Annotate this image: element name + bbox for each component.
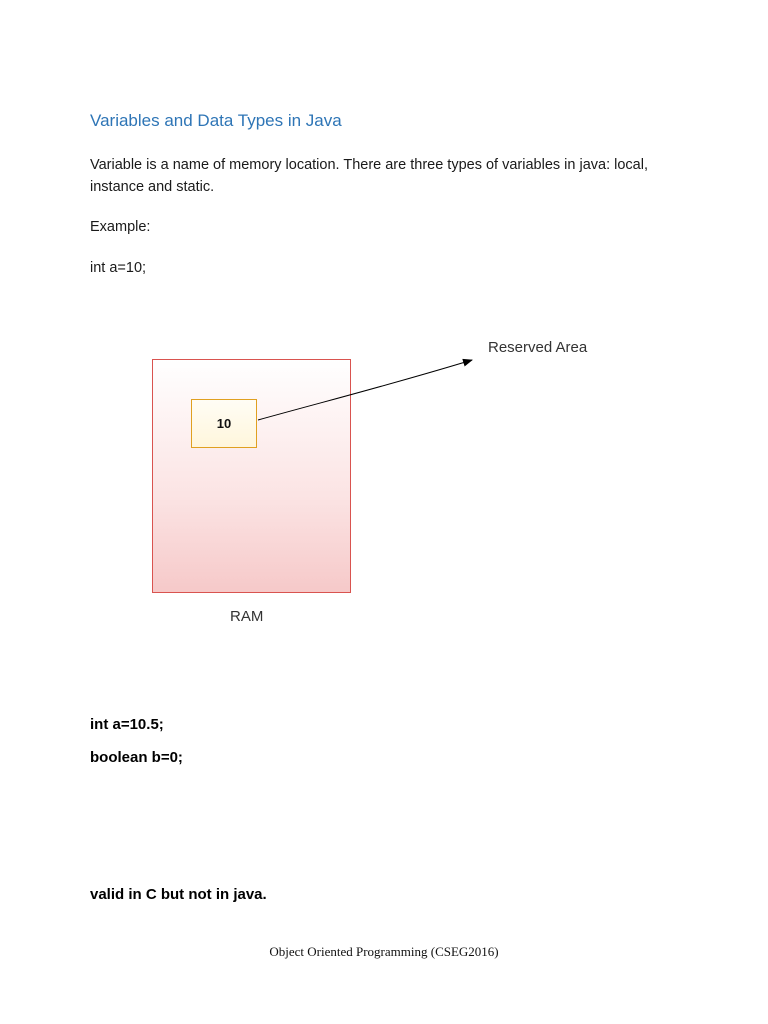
ram-label: RAM [230,608,264,625]
section-heading: Variables and Data Types in Java [90,111,342,130]
invalid-code-int: int a=10.5; [90,716,164,733]
example-code: int a=10; [90,260,147,276]
invalid-code-boolean: boolean b=0; [90,749,183,766]
note-text: valid in C but not in java. [90,886,267,903]
reserved-area-label: Reserved Area [488,339,588,356]
example-label: Example: [90,219,151,235]
variable-value-label: 10 [216,416,232,431]
ram-block [152,359,351,593]
page-footer: Object Oriented Programming (CSEG2016) [269,944,499,959]
variable-value-box [191,399,257,448]
intro-paragraph: Variable is a name of memory location. There are three types of variables in java: local, instance and static. [90,157,648,195]
